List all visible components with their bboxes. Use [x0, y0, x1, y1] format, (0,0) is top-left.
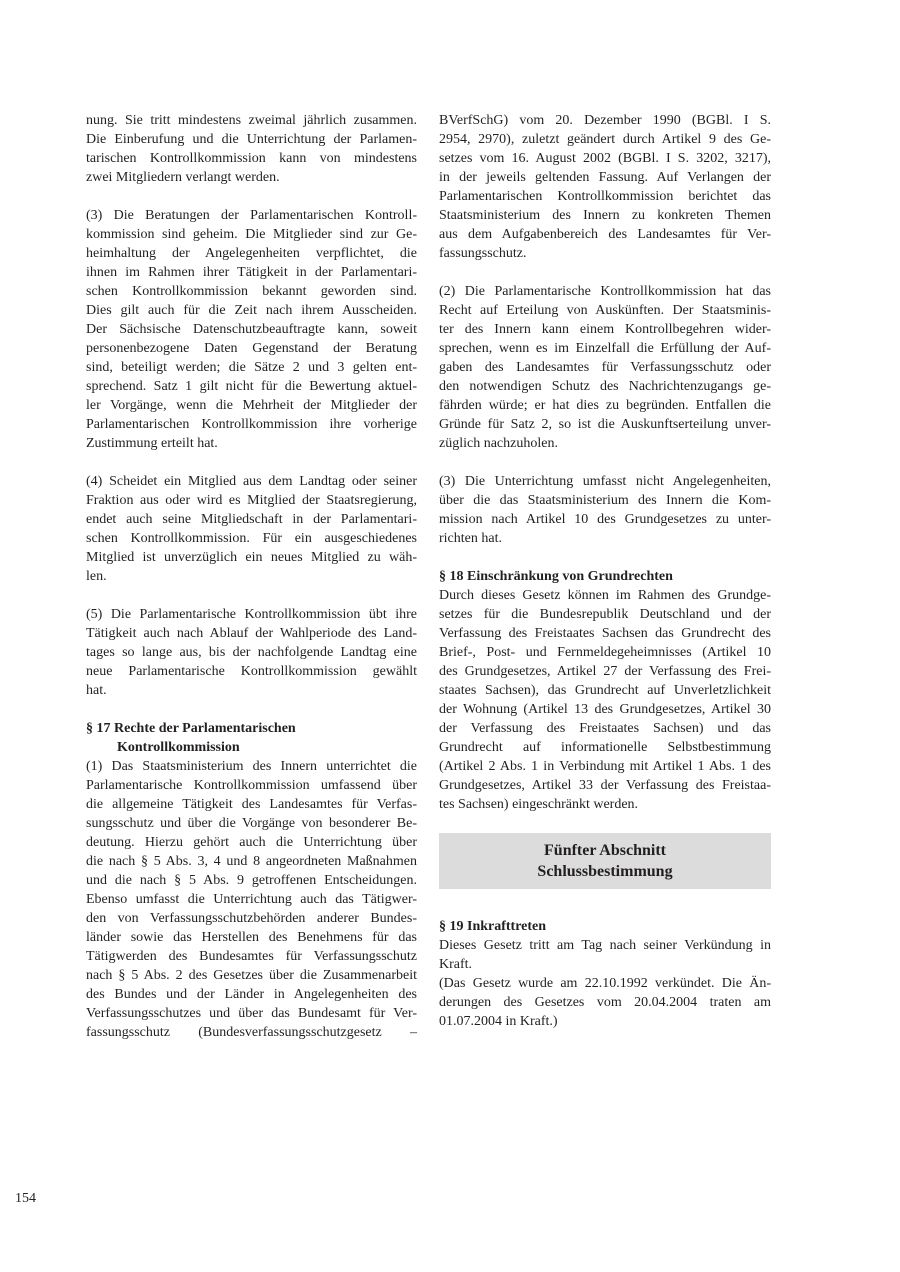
text-line: die allgemeine Tätigkeit des Landesamtes für Verfas- — [86, 797, 417, 812]
text-line: Dieses Gesetz tritt am Tag nach seiner Verkündung in — [439, 938, 771, 953]
text-line: mission nach Artikel 10 des Grundgesetzes zu unter- — [439, 512, 771, 527]
text-line: Parlamentarische Kontrollkommission umfassend über — [86, 778, 417, 793]
text-line: (Artikel 2 Abs. 1 in Verbindung mit Artikel 1 Abs. 1 des — [439, 759, 771, 774]
text-line: Zustimmung erteilt hat. — [86, 436, 218, 451]
text-line: und die nach § 5 Abs. 9 getroffenen Entscheidungen. — [86, 873, 417, 888]
text-line: züglich nachzuholen. — [439, 436, 558, 451]
text-line: der Verfassung des Freistaates Sachsen) und das — [439, 721, 771, 736]
text-line: Ebenso umfasst die Unterrichtung auch das Tätigwer- — [86, 892, 417, 907]
text-line: BVerfSchG) vom 20. Dezember 1990 (BGBl. I S. — [439, 113, 771, 128]
text-line: tages so lange aus, bis der nachfolgende Landtag eine — [86, 645, 417, 660]
text-line: Verfassungsschutzes und über das Bundesamt für Ver- — [86, 1006, 417, 1021]
text-line: endet auch seine Mitgliedschaft in der Parlamentari- — [86, 512, 417, 527]
section-heading — [439, 567, 771, 586]
text-line: staates Sachsen), das Grundrecht auf Unverletzlichkeit — [439, 683, 771, 698]
text-line: Gründe für Satz 2, so ist die Auskunftserteilung unver- — [439, 417, 771, 432]
text-line: über die das Staatsministerium des Innern die Kom- — [439, 493, 771, 508]
text-line: ter des Innern kann einem Kontrollbegehren wider- — [439, 322, 771, 337]
text-line: aus dem Aufgabenbereich des Landesamtes für Ver- — [439, 227, 771, 242]
text-line: fassungsschutz (Bundesverfassungsschutzgesetz – — [86, 1025, 417, 1040]
paragraph — [439, 936, 771, 1031]
section-heading — [86, 719, 417, 757]
text-line: die nach § 5 Abs. 3, 4 und 8 angeordneten Maßnahmen — [86, 854, 417, 869]
text-line: Tätigwerden des Bundesamtes für Verfassungsschutz — [86, 949, 417, 964]
paragraph — [86, 111, 417, 187]
text-line: schen Kontrollkommission. Für ein ausgeschiedenes — [86, 531, 417, 546]
text-line: länder sowie das Herstellen des Benehmens für das — [86, 930, 417, 945]
text-line: gaben des Landesamtes für Verfassungsschutz oder — [439, 360, 771, 375]
text-line: Recht auf Erteilung von Auskünften. Der Staatsminis- — [439, 303, 771, 318]
text-line: Dies gilt auch für die Zeit nach ihrem Ausscheiden. — [86, 303, 417, 318]
text-line: den notwendigen Schutz des Nachrichtenzugangs ge- — [439, 379, 771, 394]
text-line: Grundgesetzes, Artikel 33 der Verfassung des Freistaa- — [439, 778, 771, 793]
paragraph — [439, 472, 771, 548]
text-line: Durch dieses Gesetz können im Rahmen des Grundge- — [439, 588, 771, 603]
text-line: neue Parlamentarische Kontrollkommission gewählt — [86, 664, 417, 679]
text-line: Parlamentarischen Kontrollkommission ihre vorherige — [86, 417, 417, 432]
text-line: 01.07.2004 in Kraft.) — [439, 1014, 558, 1029]
heading-line: § 19 Inkrafttreten — [439, 919, 547, 934]
text-line: Parlamentarischen Kontrollkommission berichtet das — [439, 189, 771, 204]
text-line: den von Verfassungsschutzbehörden anderer Bundes- — [86, 911, 417, 926]
text-line: (Das Gesetz wurde am 22.10.1992 verkündet. Die Än- — [439, 976, 771, 991]
text-line: hat. — [86, 683, 107, 698]
text-line: richten hat. — [439, 531, 502, 546]
text-line: kommission sind geheim. Die Mitglieder sind zur Ge- — [86, 227, 417, 242]
text-line: zwei Mitgliedern verlangt werden. — [86, 170, 280, 185]
text-line: (2) Die Parlamentarische Kontrollkommission hat das — [439, 284, 771, 299]
text-line: (5) Die Parlamentarische Kontrollkommission übt ihre — [86, 607, 417, 622]
text-line: (1) Das Staatsministerium des Innern unterrichtet die — [86, 759, 417, 774]
text-line: Mitglied ist unverzüglich ein neues Mitglied zu wäh- — [86, 550, 417, 565]
text-line: Staatsministerium des Innern zu konkreten Themen — [439, 208, 771, 223]
text-line: sprechen, wenn es im Einzelfall die Erfüllung der Auf- — [439, 341, 771, 356]
heading-line: Kontrollkommission — [117, 740, 240, 755]
text-line: sungsschutz und über die Vorgänge von besonderer Be- — [86, 816, 417, 831]
text-line: tarischen Kontrollkommission kann von mindestens — [86, 151, 417, 166]
heading-line: § 18 Einschränkung von Grundrechten — [439, 569, 673, 584]
text-line: setzes vom 16. August 2002 (BGBl. I S. 3202, 3217), — [439, 151, 771, 166]
text-line: des Grundgesetzes, Artikel 27 der Verfassung des Frei- — [439, 664, 771, 679]
text-line: fährden würde; er hat dies zu begründen. Entfallen die — [439, 398, 771, 413]
text-line: ler Vorgänge, wenn die Mehrheit der Mitglieder der — [86, 398, 417, 413]
text-line: sind, beteiligt werden; die Sätze 2 und 3 gelten ent- — [86, 360, 417, 375]
section-title-box — [439, 833, 771, 889]
paragraph — [86, 757, 417, 1042]
text-line: Verfassung des Freistaates Sachsen das Grundrecht des — [439, 626, 771, 641]
paragraph — [86, 472, 417, 586]
text-line: derungen des Gesetzes vom 20.04.2004 traten am — [439, 995, 771, 1010]
section-heading — [439, 917, 771, 936]
text-line: der Wohnung (Artikel 13 des Grundgesetzes, Artikel 30 — [439, 702, 771, 717]
paragraph — [86, 605, 417, 700]
paragraph — [439, 111, 771, 263]
text-line: Tätigkeit auch nach Ablauf der Wahlperiode des Land- — [86, 626, 417, 641]
text-line: Grundrecht auf informationelle Selbstbestimmung — [439, 740, 771, 755]
text-line: (4) Scheidet ein Mitglied aus dem Landtag oder seiner — [86, 474, 417, 489]
paragraph — [439, 586, 771, 814]
text-line: sprechend. Satz 1 gilt nicht für die Bewertung aktuel- — [86, 379, 417, 394]
section-title-line: Schlussbestimmung — [537, 863, 673, 880]
text-line: Brief-, Post- und Fernmeldegeheimnisses (Artikel 10 — [439, 645, 771, 660]
paragraph — [439, 282, 771, 453]
paragraph — [86, 206, 417, 453]
text-line: nach § 5 Abs. 2 des Gesetzes über die Zusammenarbeit — [86, 968, 417, 983]
right-column — [439, 111, 771, 1050]
text-line: Kraft. — [439, 957, 473, 972]
text-line: len. — [86, 569, 107, 584]
section-title-line: Fünfter Abschnitt — [544, 842, 666, 859]
text-line: nung. Sie tritt mindestens zweimal jährlich zusammen. — [86, 113, 417, 128]
text-line: schen Kontrollkommission bekannt geworden sind. — [86, 284, 417, 299]
text-line: heimhaltung der Angelegenheiten verpflichtet, die — [86, 246, 417, 261]
text-line: fassungsschutz. — [439, 246, 527, 261]
text-line: Fraktion aus oder wird es Mitglied der Staatsregierung, — [86, 493, 417, 508]
text-line: Die Einberufung und die Unterrichtung der Parlamen- — [86, 132, 417, 147]
text-line: des Bundes und der Länder in Angelegenheiten des — [86, 987, 417, 1002]
text-line: ihnen im Rahmen ihrer Tätigkeit in der Parlamentari- — [86, 265, 417, 280]
page-number: 154 — [15, 1191, 36, 1206]
left-column — [86, 111, 417, 1061]
text-line: (3) Die Beratungen der Parlamentarischen Kontroll- — [86, 208, 417, 223]
heading-line: § 17 Rechte der Parlamentarischen — [86, 721, 296, 736]
text-line: Der Sächsische Datenschutzbeauftragte kann, soweit — [86, 322, 417, 337]
text-line: personenbezogene Daten Gegenstand der Beratung — [86, 341, 417, 356]
text-line: deutung. Hierzu gehört auch die Unterrichtung über — [86, 835, 417, 850]
text-line: 2954, 2970), zuletzt geändert durch Artikel 9 des Ge- — [439, 132, 771, 147]
text-line: setzes für die Bundesrepublik Deutschland und der — [439, 607, 771, 622]
text-line: tes Sachsen) eingeschränkt werden. — [439, 797, 639, 812]
text-line: (3) Die Unterrichtung umfasst nicht Angelegenheiten, — [439, 474, 771, 489]
text-line: in der jeweils geltenden Fassung. Auf Verlangen der — [439, 170, 771, 185]
